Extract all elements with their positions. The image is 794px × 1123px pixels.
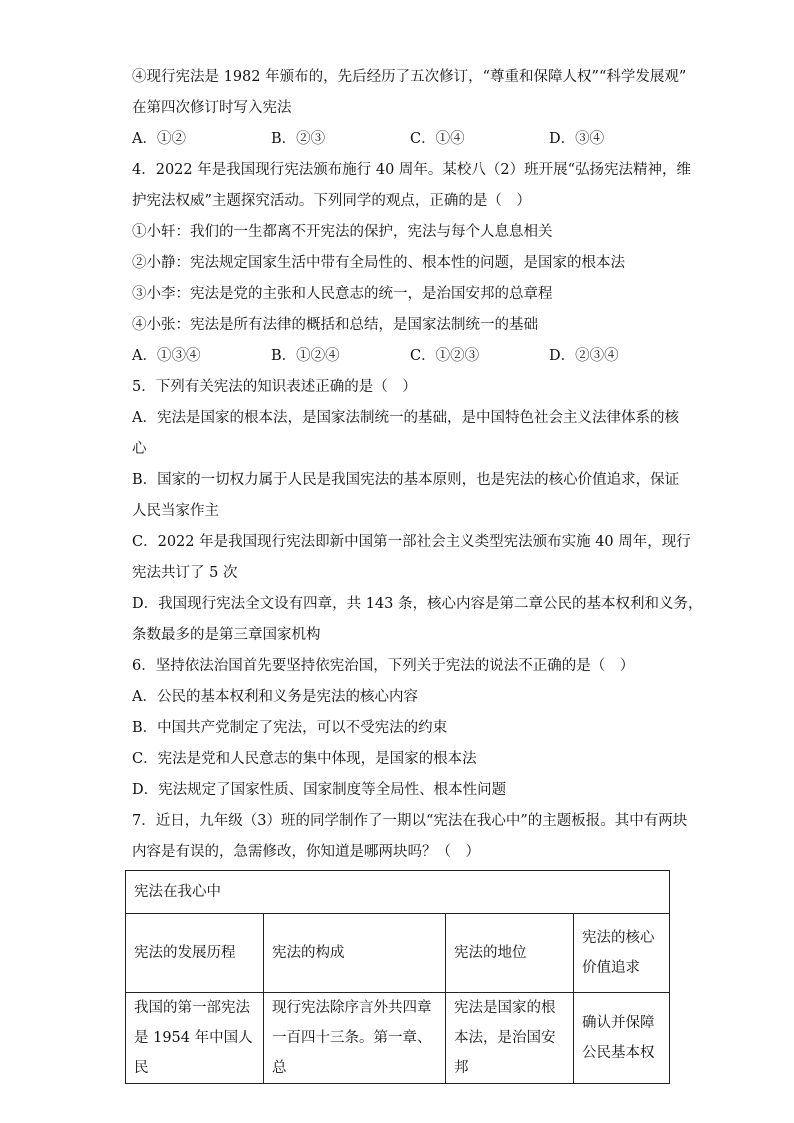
q5-option-d-line2: 条数最多的是第三章国家机构	[132, 627, 321, 643]
blackboard-table	[125, 870, 670, 1084]
q6-option-d[interactable]: D．宪法规定了国家性质、国家制度等全局性、根本性问题	[132, 782, 507, 798]
q3-statement4-line1: ④现行宪法是 1982 年颁布的，先后经历了五次修订，“尊重和保障人权”“科学发展观”	[132, 69, 687, 85]
q5-option-a-line2: 心	[132, 441, 147, 457]
q5-option-c-line1[interactable]: C．2022 年是我国现行宪法即新中国第一部社会主义类型宪法颁布实施 40 周年，现行	[132, 534, 691, 550]
table-header-history: 宪法的发展历程	[126, 914, 264, 993]
q6-option-c[interactable]: C．宪法是党和人民意志的集中体现，是国家的根本法	[132, 751, 477, 767]
table-cell-history: 我国的第一部宪法是 1954 年中国人民	[126, 993, 264, 1084]
q4-item-1: ①小轩：我们的一生都离不开宪法的保护，宪法与每个人息息相关	[132, 224, 553, 240]
table-cell-status: 宪法是国家的根本法，是治国安邦	[446, 993, 574, 1084]
q6-option-b[interactable]: B．中国共产党制定了宪法，可以不受宪法的约束	[132, 720, 448, 736]
q4-option-b[interactable]: B．①②④	[271, 348, 340, 364]
q5-option-c-line2: 宪法共订了 5 次	[132, 565, 238, 581]
q3-option-d[interactable]: D．③④	[549, 131, 605, 147]
q6-stem: 6．坚持依法治国首先要坚持依宪治国，下列关于宪法的说法不正确的是（ ）	[132, 658, 635, 674]
q5-option-b-line1[interactable]: B．国家的一切权力属于人民是我国宪法的基本原则，也是宪法的核心价值追求，保证	[132, 472, 680, 488]
q5-option-d-line1[interactable]: D．我国现行宪法全文设有四章，共 143 条，核心内容是第二章公民的基本权利和义务，	[132, 596, 703, 612]
table-cell-structure: 现行宪法除序言外共四章一百四十三条。第一章、总	[264, 993, 446, 1084]
table-title: 宪法在我心中	[126, 871, 670, 914]
q7-stem-line1: 7．近日，九年级（3）班的同学制作了一期以“宪法在我心中”的主题板报。其中有两块	[132, 813, 688, 829]
table-cell-core-value: 确认并保障公民基本权	[574, 993, 670, 1084]
q4-stem-line1: 4．2022 年是我国现行宪法颁布施行 40 周年。某校八（2）班开展“弘扬宪法精神，维	[132, 162, 692, 178]
q4-item-2: ②小静：宪法规定国家生活中带有全局性的、根本性的问题，是国家的根本法	[132, 255, 625, 271]
q6-option-a[interactable]: A．公民的基本权利和义务是宪法的核心内容	[132, 689, 418, 705]
q3-option-b[interactable]: B．②③	[271, 131, 326, 147]
q3-statement4-line2: 在第四次修订时写入宪法	[132, 100, 292, 116]
table-header-core-value: 宪法的核心价值追求	[574, 914, 670, 993]
q4-item-3: ③小李：宪法是党的主张和人民意志的统一，是治国安邦的总章程	[132, 286, 553, 302]
q4-option-c[interactable]: C．①②③	[410, 348, 480, 364]
q5-option-a-line1[interactable]: A．宪法是国家的根本法，是国家法制统一的基础，是中国特色社会主义法律体系的核	[132, 410, 679, 426]
q4-stem-line2: 护宪法权威”主题探究活动。下列同学的观点，正确的是（ ）	[132, 193, 531, 209]
q4-item-4: ④小张：宪法是所有法律的概括和总结，是国家法制统一的基础	[132, 317, 538, 333]
q7-stem-line2: 内容是有误的，急需修改，你知道是哪两块吗？（ ）	[132, 844, 480, 860]
q5-option-b-line2: 人民当家作主	[132, 503, 219, 519]
table-header-status: 宪法的地位	[446, 914, 574, 993]
q5-stem: 5．下列有关宪法的知识表述正确的是（ ）	[132, 379, 417, 395]
q3-option-a[interactable]: A．①②	[132, 131, 186, 147]
q3-option-c[interactable]: C．①④	[410, 131, 465, 147]
q4-option-d[interactable]: D．②③④	[549, 348, 619, 364]
table-header-structure: 宪法的构成	[264, 914, 446, 993]
q4-option-a[interactable]: A．①③④	[132, 348, 201, 364]
